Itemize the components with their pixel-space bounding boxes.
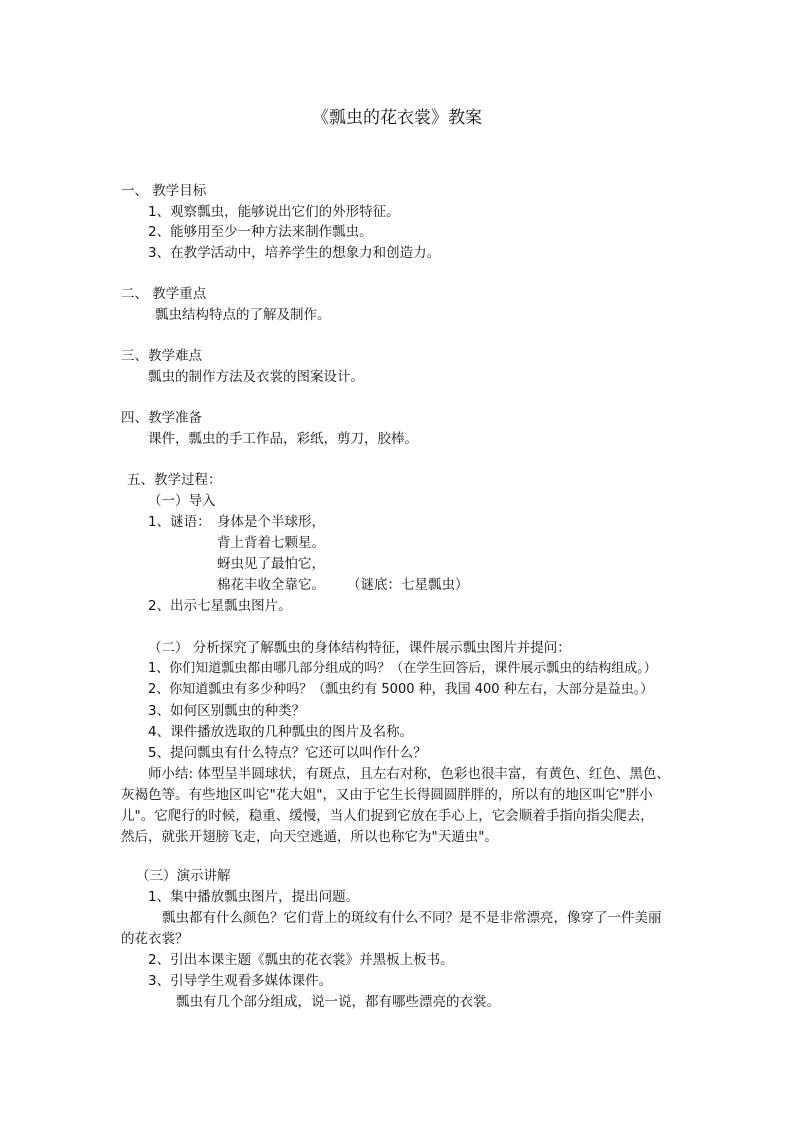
part-3-item-1: 1、集中播放瓢虫图片，提出问题。: [148, 889, 360, 905]
part-2-item-3: 3、如何区别瓢虫的种类？: [148, 703, 306, 719]
part-3-item-3-text: 瓢虫有几个部分组成，说一说，都有哪些漂亮的衣裳。: [176, 994, 500, 1010]
riddle-answer: （谜底：七星瓢虫）: [347, 577, 469, 593]
document-title: 《瓢虫的花衣裳》教案: [312, 108, 482, 128]
riddle-line-4: 棉花丰收全靠它。: [217, 577, 325, 593]
summary-line-2: 灰褐色等。有些地区叫它"花大姐"，又由于它生长得圆圆胖胖的，所以有的地区叫它"胖小: [121, 787, 653, 803]
part-2-item-1: 1、你们知道瓢虫都由哪几部分组成的吗？（在学生回答后，课件展示瓢虫的结构组成。）: [148, 661, 657, 676]
section-3-text: 瓢虫的制作方法及衣裳的图案设计。: [148, 369, 364, 385]
section-1-heading: 一、 教学目标: [121, 183, 207, 199]
part-2-heading: （二） 分析探究了解瓢虫的身体结构特征，课件展示瓢虫图片并提问：: [148, 640, 571, 656]
section-1-item-3: 3、在教学活动中，培养学生的想象力和创造力。: [148, 245, 441, 261]
riddle-label: 1、谜语：: [148, 514, 211, 530]
question-line-2: 的花衣裳？: [121, 931, 189, 947]
part-3-heading: （三）演示讲解: [136, 868, 231, 884]
part-1-item-2: 2、出示七星瓢虫图片。: [148, 598, 292, 614]
summary-line-4: 然后，就张开翅膀飞走，向天空逃遁，所以也称它为"天遁虫"。: [121, 829, 498, 845]
riddle-line-1: 身体是个半球形，: [217, 514, 325, 530]
part-3-item-2: 2、引出本课主题《瓢虫的花衣裳》并黑板上板书。: [148, 952, 454, 968]
section-1-item-2: 2、能够用至少一种方法来制作瓢虫。: [148, 224, 373, 240]
part-2-item-4: 4、课件播放选取的几种瓢虫的图片及名称。: [148, 724, 414, 740]
section-4-heading: 四、教学准备: [121, 410, 202, 426]
riddle-line-2: 背上背着七颗星。: [217, 535, 325, 551]
section-3-heading: 三、教学难点: [121, 348, 202, 364]
question-line-1: 瓢虫都有什么颜色？它们背上的斑纹有什么不同？是不是非常漂亮，像穿了一件美丽: [162, 910, 662, 926]
part-2-item-5: 5、提问瓢虫有什么特点？它还可以叫作什么？: [148, 745, 427, 761]
summary-line-3: 儿"。它爬行的时候，稳重、缓慢，当人们捉到它放在手心上，它会顺着手指向指尖爬去，: [121, 808, 654, 824]
section-4-text: 课件，瓢虫的手工作品，彩纸，剪刀，胶棒。: [148, 431, 418, 447]
section-5-heading: 五、教学过程：: [127, 472, 222, 488]
riddle-line-3: 蚜虫见了最怕它，: [217, 556, 325, 572]
section-2-text: 瓢虫结构特点的了解及制作。: [155, 307, 331, 323]
section-1-item-1: 1、观察瓢虫，能够说出它们的外形特征。: [148, 204, 400, 220]
part-3-item-3: 3、引导学生观看多媒体课件。: [148, 973, 333, 989]
summary-line-1: 师小结: 体型呈半圆球状，有斑点，且左右对称，色彩也很丰富，有黄色、红色、黑色、: [148, 766, 670, 782]
part-1-heading: （一）导入: [148, 493, 216, 509]
part-2-item-2: 2、你知道瓢虫有多少种吗？（瓢虫约有 5000 种，我国 400 种左右，大部分是益虫。）: [148, 682, 654, 697]
section-2-heading: 二、 教学重点: [121, 286, 207, 302]
